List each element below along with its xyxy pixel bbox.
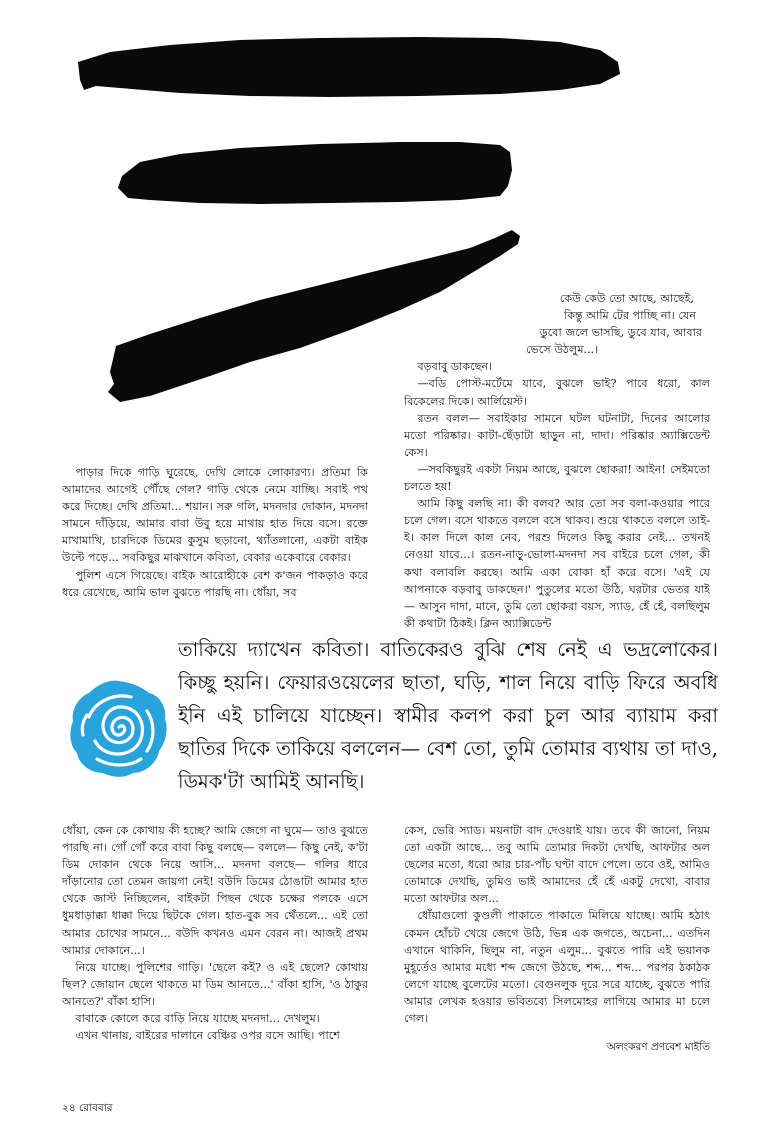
bottom-left-column: [62, 822, 368, 1044]
paragraph: আমি কিছু বলছি না। কী বলব? আর তো সব বলা-কওয়ার পারে চলে গেল। বসে থাকতে বললে বসে থাকব। শুয়ে থাকতে বললে তাই-ই। কাল দিলে কাল নেব, পরশু দিলেও কিছু করার নেই... তখনই নেওয়া যাবে...। রতন-নাড়ু-ভোলা-মদনদা সব বাইরে চলে গেল, কী কথা বলাবলি করছে। আমি একা বোকা হাঁ করে বসে। 'এই যে আপনাকে বড়বাবু ডাকছেন।' পুতুলের মতো উঠি, ঘরটার ভেতর যাই— আসুন দাদা, মানে, তুমি তো ছোকরা বয়স, স্যাড, হেঁ হেঁ, বলছিলুম কী কথাটা ঠিকই। ক্লিন অ্যাক্সিডেন্ট: [404, 497, 710, 630]
paragraph: রতন বলল— সবাইকার সামনে ঘটল ঘটনাটা, দিনের আলোর মতো পরিষ্কার। কাটা-ছেঁড়াটা ছাড়ুন না, দাদা। পরিষ্কার অ্যাক্সিডেন্ট কেস।: [404, 411, 710, 459]
rose-ornament-icon: [67, 677, 171, 781]
paragraph: বাবাকে কোলে করে বাড়ি নিয়ে যাচ্ছে মদনদা... দেখলুম।: [75, 1012, 320, 1026]
paragraph: নিয়ে যাচ্ছে। পুলিশের গাড়ি। 'ছেলে কই? ও এই ছেলে? কোথায় ছিল? জোয়ান ছেলে থাকতে মা ডিম আনতে...' বাঁকা হাসি, 'ও ঠাকুর আনতে?' বাঁকা হাসি।: [62, 960, 368, 1008]
paragraph: এখন থানায়, বাইরের দালানে বেঞ্চির ওপর বসে আছি। পাশে: [75, 1029, 340, 1043]
verse-line: কেউ কেউ তো আছে, আছেই,: [559, 292, 694, 305]
paragraph: —বডি পোস্ট-মর্টেমে যাবে, বুঝলে ভাই? পাবে ধরো, কাল বিকেলের দিকে। আর্লিয়েস্ট।: [404, 377, 710, 408]
paragraph: ধোঁয়া, কেন কে কোথায় কী হচ্ছে? আমি জেগে না ঘুমে— তাও বুঝতে পারছি না। গোঁ গোঁ করে বাবা কিছু বলছে— বললে— কিছু নেই, ক'টা ডিম দোকান থেকে নিয়ে আসি... মদনদা বলছে— গলির ধারে দাঁড়ানোর তো তেমন জায়গা নেই! বউদি ডিমের ঠোঙাটা আমার হাত থেকে জাস্ট নিচ্ছিলেন, বাইকটা পিছন থেকে চক্ষের পলকে এসে ধুমধাড়াক্কা ধাক্কা দিয়ে ছিটকে গেল। হাত-বুক সব থেঁতলে... এই তো আমার চোখের সামনে... বউদি কখনও এমন বেরন না। আজই প্রথম আমার দোকানে...।: [62, 824, 368, 957]
bottom-right-column: [404, 822, 710, 1027]
page-folio: ২৪ রোববার: [62, 1102, 113, 1114]
paragraph: পাড়ার দিকে গাড়ি ঘুরেছে, দেখি লোকে লোকারণ্য। প্রতিমা কি আমাদের আগেই পৌঁছে গেল? গাড়ি থেকে নেমে যাচ্ছি। সবাই পথ করে দিচ্ছে। দেখি প্রতিমা... শয়ান। সরু গলি, মদনদার দোকান, মদনদা সামনে দাঁড়িয়ে, আমার বাবা উবু হয়ে মাথায় হাত দিয়ে বসে। রক্তে মাখামাখি, চারদিকে ডিমের কুসুম ছড়ানো, থ্যাঁতলানো, একটা বাইক উল্টে পড়ে... সবকিছুর মাঝখানে কবিতা, বেকার একেবারে বেকার।: [62, 466, 368, 565]
paragraph: বড়বাবু ডাকছেন।: [417, 360, 493, 374]
verse-line: কিন্তু আমি টের পাচ্ছি না। যেন: [564, 309, 696, 323]
paragraph: কেস, ভেরি স্যাড। ময়নাটা বাদ দেওয়াই যায়। তবে কী জানো, নিয়ম তো একটা আছে... তবু আমি তোমার দিকটা দেখছি, আফটার অল ছেলের মতো, ধরো আর চার-পাঁচ ঘণ্টা বাদে পেলে। তবে ওই, আমিও তোমাকে দেখছি, তুমিও ভাই আমাদের হেঁ হেঁ একটু দেখো, বাবার মতো আফটার অল...: [404, 824, 710, 906]
verse-line: ভেসে উঠলুম...।: [526, 343, 599, 357]
paragraph: —সবকিছুরই একটা নিয়ম আছে, বুঝলে ছোকরা! আইন! সেইমতো চলতে হয়!: [404, 462, 710, 494]
ragged-verse: [404, 290, 710, 358]
verse-line: ডুবো জলে ভাসছি, ডুবে যাব, আবার: [539, 326, 702, 340]
top-left-column: [62, 464, 368, 601]
pull-quote: তাকিয়ে দ্যাখেন কবিতা। বাতিকেরও বুঝি শেষ নেই এ ভদ্রলোকের। কিচ্ছু হয়নি। ফেয়ারওয়েলের ছাতা, ঘড়ি, শাল নিয়ে বাড়ি ফিরে অবধি ইনি এই চালিয়ে যাচ্ছেন। স্বামীর কলপ করা চুল আর ব্যায়াম করা ছাতির দিকে তাকিয়ে বললেন— বেশ তো, তুমি তোমার ব্যথায় তা দাও, ডিমক'টা আমিই আনছি।: [178, 638, 718, 793]
paragraph: ধোঁয়াগুলো কুণ্ডলী পাকাতে পাকাতে মিলিয়ে যাচ্ছে। আমি হঠাৎ কেমন হোঁচট খেয়ে জেগে উঠি, ভিন্ন এক জগতে, অচেনা... এতদিন এখানে থাকিনি, ছিলুম না, নতুন এলুম... বুঝতে পারি এই ভয়ানক মুহূর্তেও আমার মধ্যে শব্দ জেগে উঠছে, শব্দ... শব্দ... পরপর ঠকাঠক লেগে যাচ্ছে বুলেটের মতো। বেগুনলুক দূরে সরে যাচ্ছে, বুঝতে পারি আমার লেখক হওয়ার ভবিতব্যে সিলমোহর লাগিয়ে আমার মা চলে গেল।: [404, 909, 710, 1026]
illustration-credit: অলংকরণ প্রণবেশ মাইতি: [606, 1041, 710, 1053]
top-right-column: [404, 290, 710, 632]
paragraph: পুলিশ এসে গিয়েছে। বাইক আরোহীকে বেশ ক'জন পাকড়াও করে ধরে রেখেছে, আমি ভাল বুঝতে পারছি না। ধোঁয়া, সব: [62, 568, 368, 599]
